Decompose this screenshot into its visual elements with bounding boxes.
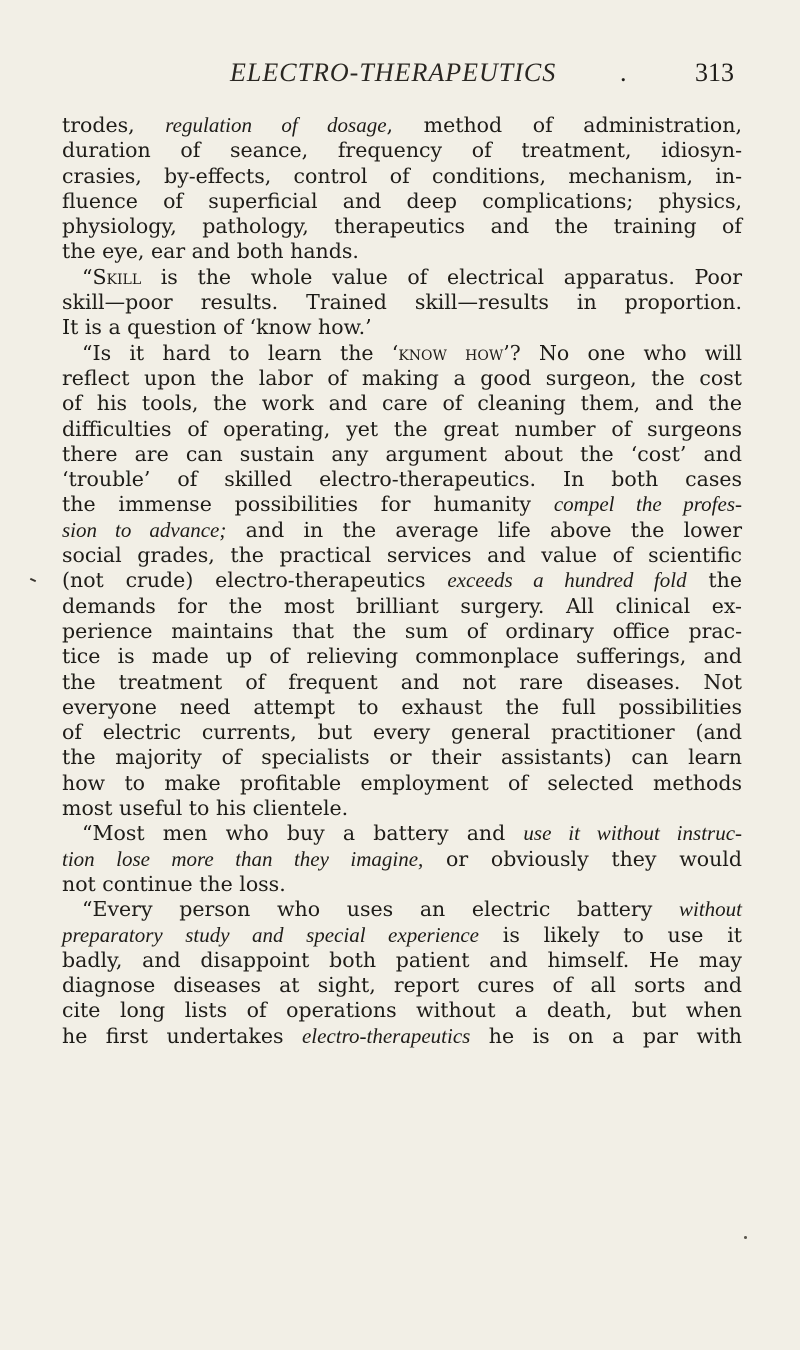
- text-line: [62, 417, 742, 442]
- text-segment: of his tools, the work and care of cleaning them, and the: [62, 391, 742, 416]
- text-segment: social grades, the practical services and value of scientific: [62, 543, 742, 568]
- text-segment: most useful to his clientele.: [62, 796, 349, 821]
- text-segment: everyone need attempt to exhaust the full possibilities: [62, 694, 742, 719]
- text-line: [62, 290, 742, 315]
- text-segment: Skill: [92, 264, 142, 289]
- text-segment: he is on a par with: [470, 1023, 743, 1048]
- text-segment: how to make profitable employment of selected methods: [62, 770, 742, 795]
- text-line: [62, 568, 742, 593]
- text-segment: preparatory study and special experience: [62, 922, 479, 947]
- text-line: [62, 492, 742, 517]
- text-segment: and in the average life above the lower: [226, 517, 743, 542]
- text-line: [62, 315, 742, 340]
- text-segment: the treatment of frequent and not rare diseases. Not: [62, 669, 742, 694]
- header-separator: .: [620, 58, 627, 87]
- text-line: [62, 644, 742, 669]
- text-segment: physiology, pathology, therapeutics and the training of: [62, 214, 742, 239]
- text-segment: exceeds a hundred fold: [447, 568, 687, 593]
- text-segment: perience maintains that the sum of ordinary office prac-: [62, 618, 742, 643]
- text-segment: “Is it hard to learn the ‘: [82, 340, 399, 365]
- text-line: [62, 113, 742, 138]
- text-segment: badly, and disappoint both patient and himself. He may: [62, 947, 742, 972]
- text-line: [62, 670, 742, 695]
- text-line: [62, 847, 742, 872]
- body-text: [62, 113, 742, 1049]
- text-segment: diagnose diseases at sight, report cures of all sorts and: [62, 973, 742, 998]
- text-line: [62, 720, 742, 745]
- margin-ink-mark: [30, 578, 36, 582]
- text-segment: is likely to use it: [479, 922, 742, 947]
- text-segment: ‘trouble’ of skilled electro-therapeutics. In both cases: [62, 467, 742, 492]
- text-segment: the: [686, 568, 742, 593]
- text-line: [62, 518, 742, 543]
- text-segment: regulation of dosage: [165, 113, 387, 137]
- text-segment: tion lose more than they imagine,: [62, 846, 424, 871]
- text-segment: without: [678, 897, 742, 922]
- text-segment: tice is made up of relieving commonplace sufferings, and: [62, 644, 742, 669]
- text-line: [62, 239, 742, 264]
- text-line: [62, 695, 742, 720]
- text-line: [62, 897, 742, 922]
- text-line: [62, 594, 742, 619]
- text-segment: skill—poor results. Trained skill—results in proportion.: [62, 290, 742, 315]
- text-segment: “Every person who uses an electric battery: [82, 897, 679, 922]
- text-line: [62, 467, 742, 492]
- text-line: [62, 619, 742, 644]
- text-line: [62, 973, 742, 998]
- text-line: [62, 366, 742, 391]
- text-segment: , method of administration,: [386, 113, 742, 137]
- text-line: [62, 872, 742, 897]
- text-line: [62, 391, 742, 416]
- text-line: [62, 1024, 742, 1049]
- text-line: [62, 923, 742, 948]
- text-line: [62, 189, 742, 214]
- text-line: [62, 821, 742, 846]
- text-segment: of electric currents, but every general practitioner (and: [62, 720, 742, 745]
- text-segment: he first undertakes: [62, 1023, 302, 1048]
- text-line: [62, 948, 742, 973]
- text-line: [62, 214, 742, 239]
- text-segment: there are can sustain any argument about the ‘cost’ and: [62, 441, 742, 466]
- text-segment: duration of seance, frequency of treatment, idiosyn-: [62, 138, 742, 163]
- text-segment: is the whole value of electrical apparatus. Poor: [141, 264, 742, 289]
- text-line: [62, 164, 742, 189]
- text-line: [62, 796, 742, 821]
- text-segment: use it without instruc-: [523, 821, 743, 846]
- text-line: [62, 745, 742, 770]
- text-segment: demands for the most brilliant surgery. All clinical ex-: [62, 593, 742, 618]
- text-line: [62, 998, 742, 1023]
- text-segment: electro-therapeutics: [301, 1023, 471, 1048]
- text-segment: (not crude) electro-therapeutics: [62, 568, 448, 593]
- text-segment: the eye, ear and both hands.: [62, 239, 359, 264]
- text-segment: compel the profes-: [553, 492, 742, 517]
- text-segment: sion to advance;: [62, 517, 227, 542]
- text-line: [62, 138, 742, 163]
- text-line: [62, 543, 742, 568]
- text-line: [62, 341, 742, 366]
- text-segment: the immense possibilities for humanity: [62, 492, 554, 517]
- text-line: [62, 442, 742, 467]
- text-segment: know how: [398, 340, 504, 365]
- text-segment: reflect upon the labor of making a good surgeon, the cost: [62, 365, 742, 390]
- text-segment: It is a question of ‘know how.’: [62, 315, 372, 340]
- text-segment: not continue the loss.: [62, 871, 286, 896]
- text-segment: ’? No one who will: [503, 340, 743, 365]
- text-segment: or obviously they would: [423, 846, 742, 871]
- text-segment: crasies, by-effects, control of conditions, mechanism, in-: [62, 163, 742, 188]
- page-number: 313: [695, 58, 734, 87]
- running-title: ELECTRO-THERAPEUTICS: [230, 58, 557, 87]
- text-segment: cite long lists of operations without a death, but when: [62, 998, 742, 1023]
- text-segment: “Most men who buy a battery and: [82, 821, 524, 846]
- text-line: [62, 771, 742, 796]
- text-segment: trodes,: [62, 113, 166, 137]
- text-segment: fluence of superficial and deep complications; physics,: [62, 188, 742, 213]
- margin-ink-dot: [744, 1236, 747, 1239]
- text-segment: difficulties of operating, yet the great number of surgeons: [62, 416, 742, 441]
- text-line: [62, 265, 742, 290]
- page-header: [0, 58, 800, 98]
- text-segment: “: [82, 264, 93, 289]
- text-segment: the majority of specialists or their assistants) can learn: [62, 745, 742, 770]
